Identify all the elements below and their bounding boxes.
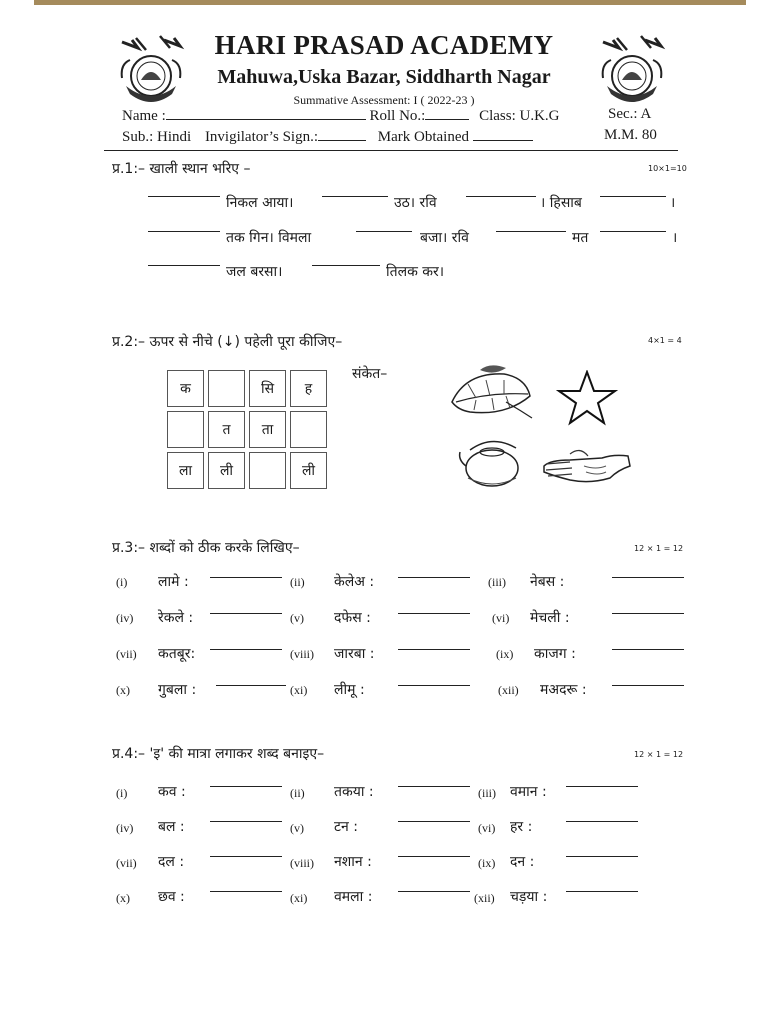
base-word: वमला : [334, 889, 373, 905]
roll-label: Roll No.: [369, 108, 426, 124]
top-border [34, 0, 746, 5]
grid-cell[interactable] [249, 452, 286, 489]
answer-line[interactable] [216, 684, 286, 686]
q1-title: प्र.1:– खाली स्थान भरिए – [112, 161, 251, 177]
q2-marks: 4×1 = 4 [648, 336, 682, 345]
q3-marks: 12 × 1 = 12 [634, 544, 684, 553]
kettle-icon [456, 430, 526, 492]
item-number: (vii) [116, 856, 137, 870]
hint-label: संकेत– [352, 366, 388, 382]
answer-line[interactable] [566, 820, 638, 822]
item-number: (xii) [474, 891, 495, 905]
base-word: हर : [510, 819, 533, 835]
item-number: (x) [116, 891, 130, 905]
answer-line[interactable] [612, 612, 684, 614]
item-number: (iv) [116, 821, 134, 835]
item-number: (i) [116, 575, 128, 589]
q1-text: बजा। रवि [420, 230, 469, 246]
answer-line[interactable] [398, 612, 470, 614]
hand-icon [540, 440, 634, 490]
base-word: छव : [158, 889, 185, 905]
invigilator-label: Invigilator’s Sign.: [204, 129, 318, 145]
q1-text: । हिसाब [540, 195, 582, 211]
base-word: दल : [158, 854, 185, 870]
base-word: टन : [334, 819, 358, 835]
blank-line[interactable] [148, 264, 220, 266]
blank-line[interactable] [356, 230, 412, 232]
answer-line[interactable] [612, 684, 684, 686]
grid-cell[interactable]: क [167, 370, 204, 407]
answer-line[interactable] [612, 576, 684, 578]
q3-title: प्र.3:– शब्दों को ठीक करके लिखिए– [112, 540, 300, 556]
grid-cell[interactable]: ला [167, 452, 204, 489]
grid-cell[interactable]: ली [208, 452, 245, 489]
q4-marks: 12 × 1 = 12 [634, 750, 684, 759]
grid-cell[interactable]: ह [290, 370, 327, 407]
item-number: (ix) [496, 647, 514, 661]
school-name: HARI PRASAD ACADEMY [214, 30, 554, 60]
answer-line[interactable] [210, 648, 282, 650]
grid-cell[interactable] [208, 370, 245, 407]
item-number: (iv) [116, 611, 134, 625]
jumbled-word: मेचली : [530, 610, 570, 626]
invigilator-field[interactable] [318, 127, 366, 141]
grid-cell[interactable]: त [208, 411, 245, 448]
header-divider [104, 150, 678, 151]
grid-cell[interactable]: ली [290, 452, 327, 489]
item-number: (xii) [498, 683, 519, 697]
item-number: (vii) [116, 647, 137, 661]
item-number: (v) [290, 821, 304, 835]
answer-line[interactable] [612, 648, 684, 650]
item-number: (v) [290, 611, 304, 625]
answer-line[interactable] [566, 890, 638, 892]
item-number: (i) [116, 786, 128, 800]
item-number: (iii) [488, 575, 506, 589]
roll-field[interactable] [425, 106, 469, 120]
item-number: (iii) [478, 786, 496, 800]
base-word: चड़या : [510, 889, 548, 905]
name-label: Name : [122, 108, 166, 124]
answer-line[interactable] [398, 648, 470, 650]
base-word: दन : [510, 854, 535, 870]
exam-title: Summative Assessment: I ( 2022-23 ) [293, 93, 475, 107]
answer-line[interactable] [210, 890, 282, 892]
mark-obtained-field[interactable] [473, 127, 533, 141]
answer-line[interactable] [398, 890, 470, 892]
answer-line[interactable] [210, 820, 282, 822]
q1-text: तक गिन। विमला [226, 230, 312, 246]
jumbled-word: नेबस : [530, 574, 565, 590]
star-icon [556, 370, 618, 426]
blank-line[interactable] [496, 230, 566, 232]
school-address: Mahuwa,Uska Bazar, Siddharth Nagar [217, 66, 551, 88]
grid-cell[interactable] [167, 411, 204, 448]
blank-line[interactable] [322, 195, 388, 197]
jumbled-word: रेकले : [158, 610, 194, 626]
base-word: वमान : [510, 784, 547, 800]
answer-line[interactable] [398, 785, 470, 787]
jumbled-word: जारबा : [334, 646, 375, 662]
grid-cell[interactable] [290, 411, 327, 448]
blank-line[interactable] [600, 195, 666, 197]
blank-line[interactable] [148, 195, 220, 197]
base-word: बल : [158, 819, 185, 835]
blank-line[interactable] [312, 264, 380, 266]
item-number: (viii) [290, 647, 314, 661]
blank-line[interactable] [466, 195, 536, 197]
item-number: (vi) [478, 821, 496, 835]
answer-line[interactable] [210, 855, 282, 857]
q2-title: प्र.2:– ऊपर से नीचे (↓) पहेली पूरा कीजिए– [112, 334, 343, 350]
item-number: (xi) [290, 683, 308, 697]
blank-line[interactable] [600, 230, 666, 232]
answer-line[interactable] [398, 684, 470, 686]
item-number: (ii) [290, 786, 305, 800]
base-word: कव : [158, 784, 186, 800]
item-number: (xi) [290, 891, 308, 905]
item-number: (viii) [290, 856, 314, 870]
jumbled-word: गुबला : [158, 682, 197, 698]
mark-obtained-label: Mark Obtained [377, 129, 469, 145]
jumbled-word: काजग : [534, 646, 576, 662]
leaf-icon [446, 362, 536, 424]
jumbled-word: लीमू : [334, 682, 365, 698]
answer-line[interactable] [210, 785, 282, 787]
answer-line[interactable] [210, 576, 282, 578]
q1-text: मत [572, 230, 589, 246]
subject-label: Sub.: Hindi [122, 129, 192, 145]
item-number: (vi) [492, 611, 510, 625]
jumbled-word: लामे : [158, 574, 189, 590]
name-field[interactable] [166, 106, 366, 120]
q1-text: जल बरसा। [226, 264, 283, 280]
grid-cell[interactable]: ता [249, 411, 286, 448]
puzzle-grid [167, 370, 327, 489]
answer-line[interactable] [210, 612, 282, 614]
max-marks: M.M. 80 [604, 127, 657, 143]
q1-text: उठ। रवि [394, 195, 437, 211]
class-label: Class: U.K.G [479, 108, 560, 124]
subject-row [122, 127, 533, 146]
answer-line[interactable] [566, 785, 638, 787]
jumbled-word: मअदरू : [540, 682, 587, 698]
section-label: Sec.: A [608, 106, 652, 122]
answer-line[interactable] [398, 576, 470, 578]
q1-text: तिलक कर। [386, 264, 445, 280]
item-number: (x) [116, 683, 130, 697]
q1-marks: 10×1=10 [648, 164, 687, 173]
answer-line[interactable] [398, 820, 470, 822]
answer-line[interactable] [398, 855, 470, 857]
name-row [122, 106, 560, 125]
base-word: नशान : [334, 854, 372, 870]
item-number: (ii) [290, 575, 305, 589]
jumbled-word: केलेअ : [334, 574, 375, 590]
q1-text: । [670, 195, 676, 211]
grid-cell[interactable]: सि [249, 370, 286, 407]
item-number: (ix) [478, 856, 496, 870]
q4-title: प्र.4:– 'इ' की मात्रा लगाकर शब्द बनाइए– [112, 746, 325, 762]
jumbled-word: दफेस : [334, 610, 371, 626]
answer-line[interactable] [566, 855, 638, 857]
base-word: तकया : [334, 784, 374, 800]
blank-line[interactable] [148, 230, 220, 232]
q1-text: निकल आया। [226, 195, 294, 211]
jumbled-word: कतबूर: [158, 646, 196, 662]
q1-text: । [672, 230, 678, 246]
